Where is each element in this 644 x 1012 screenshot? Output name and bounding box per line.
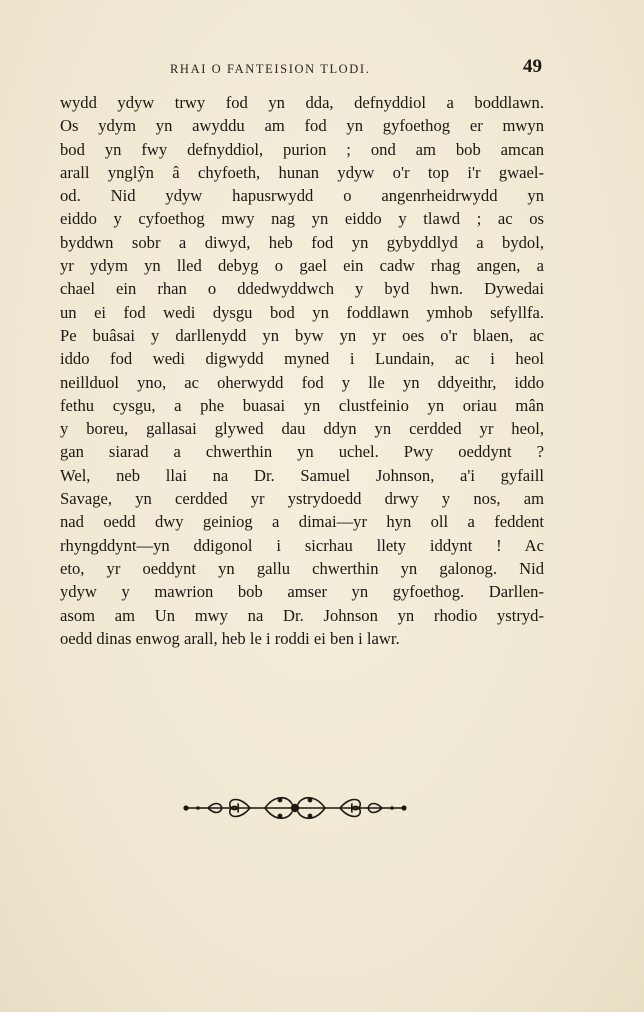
text-line: Os ydym yn awyddu am fod yn gyfoethog er mwyn xyxy=(60,116,544,136)
body-paragraph xyxy=(60,91,544,650)
text-line: od. Nid ydyw hapusrwydd o angenrheidrwydd yn xyxy=(60,186,544,206)
text-line: chael ein rhan o ddedwyddwch y byd hwn. Dywedai xyxy=(60,279,544,299)
text-line: yr ydym yn lled debyg o gael ein cadw rhag angen, a xyxy=(60,256,544,276)
text-line: rhyngddynt—yn ddigonol i sicrhau llety iddynt ! Ac xyxy=(60,535,544,555)
text-line: Wel, neb llai na Dr. Samuel Johnson, a'i gyfaill xyxy=(60,465,544,485)
text-line: eto, yr oeddynt yn gallu chwerthin yn galonog. Nid xyxy=(60,558,544,578)
text-line: eiddo y cyfoethog mwy nag yn eiddo y tlawd ; ac os xyxy=(60,209,544,229)
running-title: RHAI O FANTEISION TLODI. xyxy=(170,62,371,76)
page-number: 49 xyxy=(523,56,542,77)
running-head xyxy=(60,56,544,82)
text-line: y boreu, gallasai glywed dau ddyn yn cerdded yr heol, xyxy=(60,419,544,439)
text-line: iddo fod wedi digwydd myned i Lundain, ac i heol xyxy=(60,349,544,369)
text-line: byddwn sobr a diwyd, heb fod yn gybyddlyd a bydol, xyxy=(60,232,544,252)
floral-tailpiece-icon xyxy=(180,790,410,826)
text-line: oedd dinas enwog arall, heb le i roddi ei ben i lawr. xyxy=(60,628,400,648)
text-line: un ei fod wedi dysgu bod yn foddlawn ymhob sefyllfa. xyxy=(60,302,544,322)
text-line: bod yn fwy defnyddiol, purion ; ond am bob amcan xyxy=(60,139,544,159)
text-line: wydd ydyw trwy fod yn dda, defnyddiol a boddlawn. xyxy=(60,93,544,112)
text-line: arall ynglŷn â chyfoeth, hunan ydyw o'r top i'r gwael- xyxy=(60,162,544,182)
text-line: Pe buâsai y darllenydd yn byw yn yr oes o'r blaen, ac xyxy=(60,325,544,345)
text-line: neillduol yno, ac oherwydd fod y lle yn ddyeithr, iddo xyxy=(60,372,544,392)
text-line: gan siarad a chwerthin yn uchel. Pwy oeddynt ? xyxy=(60,442,544,462)
text-line: nad oedd dwy geiniog a dimai—yr hyn oll a feddent xyxy=(60,512,544,532)
text-line: ydyw y mawrion bob amser yn gyfoethog. Darllen- xyxy=(60,582,544,602)
text-line: fethu cysgu, a phe buasai yn clustfeinio yn oriau mân xyxy=(60,395,544,415)
text-line: asom am Un mwy na Dr. Johnson yn rhodio ystryd- xyxy=(60,605,544,625)
text-line: Savage, yn cerdded yr ystrydoedd drwy y nos, am xyxy=(60,489,544,509)
